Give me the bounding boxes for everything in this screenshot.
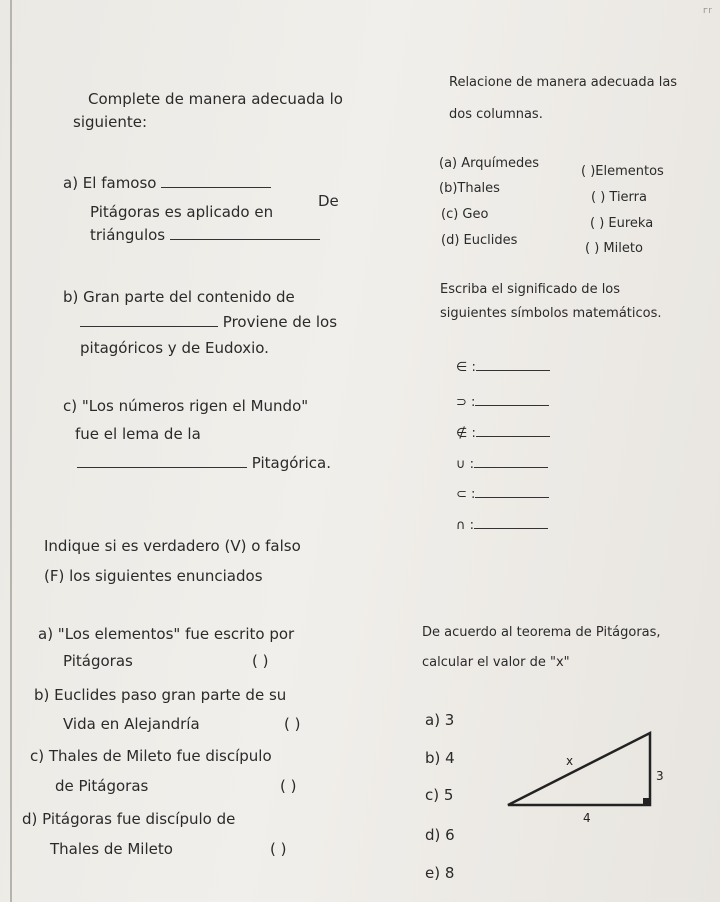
question-b-line1: b) Gran parte del contenido de (63, 288, 295, 306)
vf-b-answer[interactable]: ( ) (284, 715, 301, 733)
question-a-line1: a) El famoso (63, 174, 271, 192)
symbol-union: ∪ : (456, 455, 548, 472)
fill-blank[interactable] (475, 485, 549, 498)
col-right-item-1[interactable]: ( )Elementos (581, 164, 664, 179)
col-right-item-2[interactable]: ( ) Tierra (591, 190, 647, 205)
vf-c-answer[interactable]: ( ) (280, 777, 297, 795)
vf-b-line1: b) Euclides paso gran parte de su (34, 686, 287, 704)
fill-blank[interactable] (475, 393, 549, 406)
vf-b-line2: Vida en Alejandría (63, 715, 200, 733)
fill-blank[interactable] (161, 175, 271, 188)
col-left-item-d: (d) Euclides (441, 233, 518, 248)
vf-d-line2: Thales de Mileto (50, 840, 173, 858)
vf-d-answer[interactable]: ( ) (270, 840, 287, 858)
vf-c-line1: c) Thales de Mileto fue discípulo (30, 747, 272, 765)
option-a[interactable]: a) 3 (425, 711, 455, 729)
base-label: 4 (583, 811, 591, 825)
question-c-line1: c) "Los números rigen el Mundo" (63, 397, 309, 415)
option-c[interactable]: c) 5 (425, 786, 454, 804)
question-a-line2: Pitágoras es aplicado en (90, 203, 274, 221)
vf-a-line1: a) "Los elementos" fue escrito por (38, 625, 295, 643)
fill-blank[interactable] (80, 314, 218, 327)
right-triangle-diagram (500, 725, 680, 830)
fill-blank[interactable] (476, 424, 550, 437)
col-right-item-4[interactable]: ( ) Mileto (585, 241, 643, 256)
teorema-title: De acuerdo al teorema de Pitágoras, (422, 625, 661, 640)
teorema-title-cont: calcular el valor de "x" (422, 655, 570, 670)
col-right-item-3[interactable]: ( ) Eureka (590, 216, 654, 231)
question-c-line3: Pitagórica. (77, 454, 331, 472)
side-label: 3 (656, 769, 664, 783)
escriba-title-cont: siguientes símbolos matemáticos. (440, 306, 662, 321)
triangle-shape (508, 733, 650, 805)
fill-blank[interactable] (474, 516, 548, 529)
complete-title-cont: siguiente: (73, 113, 148, 131)
question-b-line2: Proviene de los (80, 313, 337, 331)
symbol-subset: ⊂ : (456, 485, 549, 502)
vf-title-cont: (F) los siguientes enunciados (44, 567, 263, 585)
option-b[interactable]: b) 4 (425, 749, 455, 767)
symbol-not-element-of: ∉ : (456, 424, 550, 441)
question-a-de: De (318, 192, 339, 210)
hypotenuse-label: x (566, 754, 574, 768)
complete-title: Complete de manera adecuada lo (88, 90, 343, 108)
corner-mark: ᴦr (703, 6, 712, 16)
fill-blank[interactable] (170, 227, 320, 240)
col-left-item-b: (b)Thales (439, 181, 500, 196)
vf-d-line1: d) Pitágoras fue discípulo de (22, 810, 236, 828)
col-left-item-a: (a) Arquímedes (439, 156, 540, 171)
question-b-line3: pitagóricos y de Eudoxio. (80, 339, 269, 357)
escriba-title: Escriba el significado de los (440, 282, 621, 297)
col-left-item-c: (c) Geo (441, 207, 489, 222)
vf-a-line2: Pitágoras (63, 652, 133, 670)
fill-blank[interactable] (77, 455, 247, 468)
vf-c-line2: de Pitágoras (55, 777, 149, 795)
relacione-title-cont: dos columnas. (449, 107, 543, 122)
relacione-title: Relacione de manera adecuada las (449, 75, 678, 90)
fold-line (10, 0, 12, 902)
right-angle-mark (643, 798, 650, 805)
fill-blank[interactable] (474, 455, 548, 468)
symbol-intersection: ∩ : (456, 516, 548, 533)
option-d[interactable]: d) 6 (425, 826, 455, 844)
fill-blank[interactable] (476, 358, 550, 371)
vf-a-answer[interactable]: ( ) (252, 652, 269, 670)
vf-title: Indique si es verdadero (V) o falso (44, 537, 301, 555)
symbol-superset: ⊃ : (456, 393, 549, 410)
option-e[interactable]: e) 8 (425, 864, 455, 882)
question-c-line2: fue el lema de la (75, 425, 201, 443)
symbol-element-of: ∈ : (456, 358, 550, 375)
question-a-line3: triángulos (90, 226, 320, 244)
